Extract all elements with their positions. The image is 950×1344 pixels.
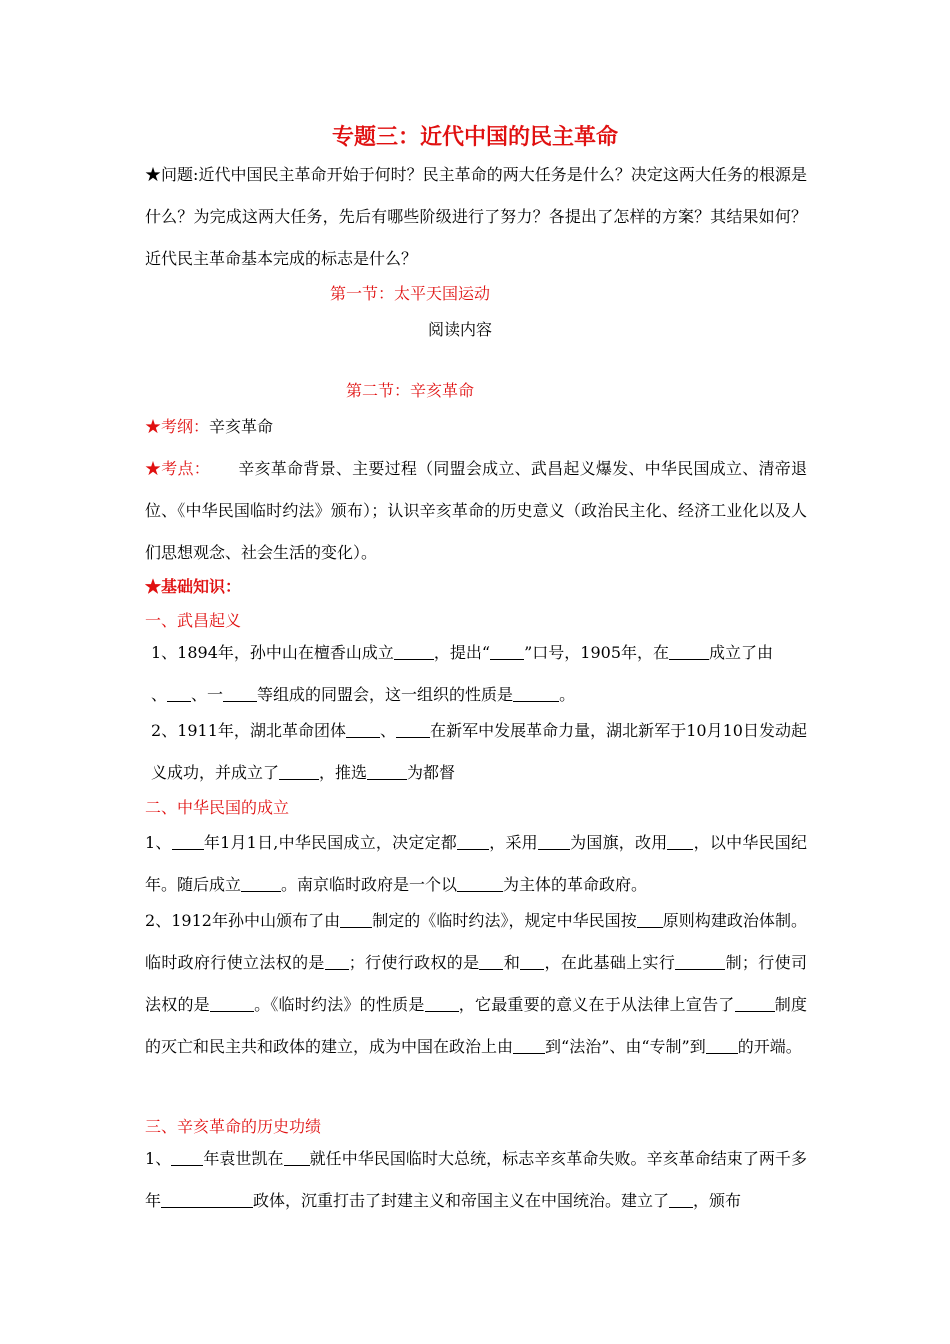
text-seg: 2、1911年，湖北革命团体 — [151, 721, 347, 740]
fill-blank[interactable] — [669, 1191, 693, 1208]
fill-blank[interactable] — [161, 1191, 253, 1208]
text-seg: 年1月1日,中华民国成立，决定定都 — [203, 833, 458, 852]
text-seg: 为国旗，改用 — [569, 833, 668, 852]
fill-blank[interactable] — [513, 1037, 545, 1054]
fill-blank[interactable] — [538, 833, 570, 850]
text-seg: 就任中华民国临时大总统，标志辛亥革命失败。辛亥革命结束了两千多年 — [145, 1149, 807, 1210]
fill-blank[interactable] — [394, 643, 434, 660]
text-seg: 的开端。 — [737, 1037, 802, 1056]
text-seg: 。 — [559, 685, 576, 704]
question-paragraph: ★问题:近代中国民主革命开始于何时？民主革命的两大任务是什么？决定这两大任务的根源是什么？为完成这两大任务，先后有哪些阶级进行了努力？各提出了怎样的方案？其结果如何？近代民主革命基本完成的标志是什么？ — [145, 165, 807, 268]
fill-blank[interactable] — [457, 875, 503, 892]
text-seg: 1、 — [145, 1149, 172, 1168]
fill-blank[interactable] — [340, 911, 372, 928]
text-seg: 原则构建政治体制。临时政府行使立法权的是 — [145, 911, 807, 972]
fill-blank[interactable] — [637, 911, 663, 928]
fill-blank[interactable] — [223, 685, 257, 702]
fill-blank[interactable] — [279, 763, 319, 780]
text-seg: 和 — [503, 953, 521, 972]
kaodian-label: ★考点： — [145, 459, 211, 478]
text-seg: 为主体的革命政府。 — [503, 875, 648, 894]
fill-blank[interactable] — [513, 685, 559, 702]
fill-blank[interactable] — [520, 953, 544, 970]
fill-blank[interactable] — [325, 953, 349, 970]
fill-blank[interactable] — [172, 833, 204, 850]
kaogang-line — [145, 406, 807, 448]
fill-blank[interactable] — [367, 763, 407, 780]
text-seg: ，以中华民国纪年。随后成立 — [145, 833, 807, 894]
text-seg: 2、1912年孙中山颁布了由 — [145, 911, 341, 930]
fill-blank[interactable] — [667, 833, 693, 850]
kaodian-text: 辛亥革命背景、主要过程（同盟会成立、武昌起义爆发、中华民国成立、清帝退位、《中华民国临时约法》颁布）；认识辛亥革命的历史意义（政治民主化、经济工业化以及人们思想观念、社会生活的变化）。 — [145, 459, 807, 562]
kaogang-text: 辛亥革命 — [209, 417, 274, 436]
text-seg: 一 — [207, 685, 224, 704]
text-seg: 1、 — [145, 833, 172, 852]
fill-blank[interactable] — [479, 953, 503, 970]
fill-blank[interactable] — [675, 953, 725, 970]
heading-wuchang: 一、武昌起义 — [145, 611, 242, 630]
document-title: 专题三：近代中国的民主革命 — [331, 124, 618, 150]
paragraph-4 — [145, 900, 807, 1068]
section1-note: 阅读内容 — [427, 320, 492, 339]
fill-blank[interactable] — [425, 995, 459, 1012]
kaodian-paragraph — [145, 448, 807, 574]
text-seg: ；行使行政权的是 — [348, 953, 480, 972]
heading-roc-founding: 二、中华民国的成立 — [145, 798, 290, 817]
text-seg: 成立了由 — [709, 643, 774, 662]
text-seg: 制度的灭亡和民主共和政体的建立，成为中国在政治上由 — [145, 995, 807, 1056]
text-seg: ，它最重要的意义在于从法律上宣告了 — [458, 995, 735, 1014]
fill-blank[interactable] — [241, 875, 281, 892]
text-seg: 。南京临时政府是一个以 — [281, 875, 458, 894]
text-seg: 年袁世凯在 — [203, 1149, 284, 1168]
basic-knowledge-label: ★基础知识： — [145, 577, 242, 596]
fill-blank[interactable] — [669, 643, 709, 660]
text-seg: 在新军中发展革命力量，湖北新军于10月10日发动起义成功，并成立了 — [151, 721, 807, 782]
fill-blank[interactable] — [167, 685, 191, 702]
fill-blank[interactable] — [396, 721, 430, 738]
text-seg: 1、1894年，孙中山在檀香山成立 — [151, 643, 394, 662]
text-seg: 制定的《临时约法》，规定中华民国按 — [372, 911, 637, 930]
fill-blank[interactable] — [490, 643, 524, 660]
text-seg: 、 — [151, 685, 168, 704]
text-seg: ，颁布 — [693, 1191, 742, 1210]
fill-blank[interactable] — [346, 721, 380, 738]
text-seg: ，在此基础上实行 — [544, 953, 676, 972]
text-seg: 到“法治”、由“专制”到 — [545, 1037, 706, 1056]
text-seg: 等组成的同盟会，这一组织的性质是 — [257, 685, 514, 704]
text-seg: 制；行使司法权的是 — [145, 953, 807, 1014]
paragraph-3 — [145, 822, 807, 906]
section2-title: 第二节：辛亥革命 — [345, 381, 474, 400]
text-seg: 。《临时约法》的性质是 — [253, 995, 425, 1014]
text-seg: 政体，沉重打击了封建主义和帝国主义在中国统治。建立了 — [253, 1191, 670, 1210]
paragraph-1 — [145, 632, 807, 716]
fill-blank[interactable] — [706, 1037, 738, 1054]
fill-blank[interactable] — [171, 1149, 203, 1166]
text-seg: ，采用 — [489, 833, 538, 852]
fill-blank[interactable] — [210, 995, 254, 1012]
fill-blank[interactable] — [284, 1149, 310, 1166]
heading-achievements: 三、辛亥革命的历史功绩 — [145, 1117, 322, 1136]
paragraph-5 — [145, 1138, 807, 1222]
text-seg: ”口号，1905年，在 — [524, 643, 669, 662]
text-seg: 为都督 — [407, 763, 456, 782]
text-seg: 、 — [380, 721, 397, 740]
fill-blank[interactable] — [457, 833, 489, 850]
text-seg: ，提出“ — [433, 643, 491, 662]
paragraph-2 — [145, 710, 807, 794]
text-seg: 、 — [191, 685, 208, 704]
kaogang-label: ★考纲： — [145, 417, 210, 436]
text-seg: ，推选 — [319, 763, 368, 782]
section1-title: 第一节：太平天国运动 — [329, 284, 490, 303]
fill-blank[interactable] — [735, 995, 775, 1012]
